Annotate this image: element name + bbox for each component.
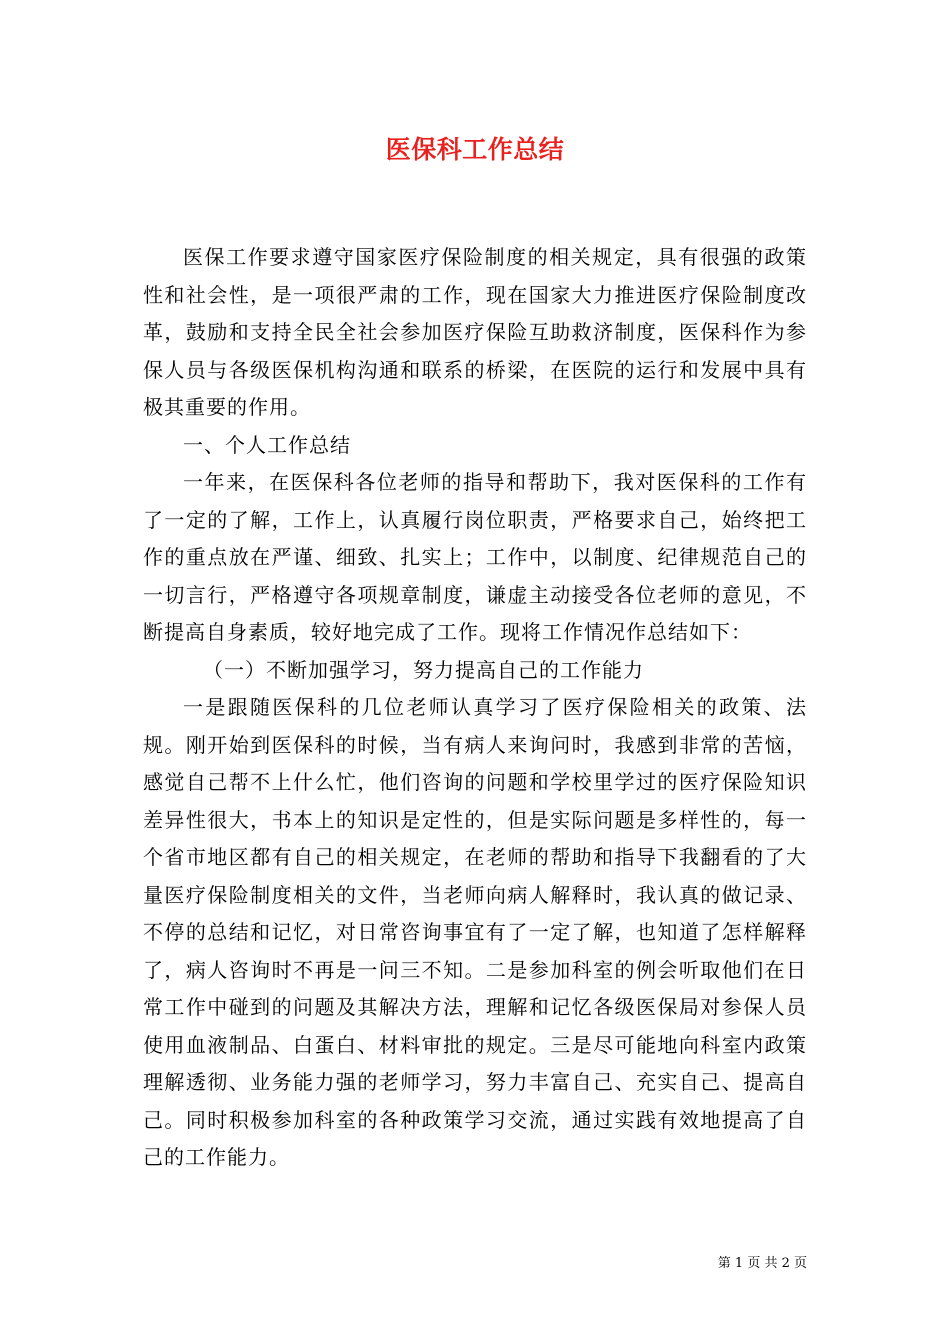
document-title: 医保科工作总结 [385,135,565,164]
subsection-heading-learning: （一）不断加强学习，努力提高自己的工作能力 [203,657,644,682]
intro-paragraph: 医保工作要求遵守国家医疗保险制度的相关规定，具有很强的政策性和社会性，是一项很严肃的工作，现在国家大力推进医疗保险制度改革，鼓励和支持全民全社会参加医疗保险互助救济制度，医保科作为参保人员与各级医保机构沟通和联系的桥梁，在医院的运行和发展中具有极其重要的作用。 [143,245,807,419]
section-heading-personal-summary: 一、个人工作总结 [183,432,351,457]
summary-paragraph: 一年来，在医保科各位老师的指导和帮助下，我对医保科的工作有了一定的了解，工作上，认真履行岗位职责，严格要求自己，始终把工作的重点放在严谨、细致、扎实上；工作中，以制度、纪律规范自己的一切言行，严格遵守各项规章制度，谦虚主动接受各位老师的意见，不断提高自身素质，较好地完成了工作。现将工作情况作总结如下： [143,470,807,644]
learning-paragraph: 一是跟随医保科的几位老师认真学习了医疗保险相关的政策、法规。刚开始到医保科的时候，当有病人来询问时，我感到非常的苦恼，感觉自己帮不上什么忙，他们咨询的问题和学校里学过的医疗保险知识差异性很大，书本上的知识是定性的，但是实际问题是多样性的，每一个省市地区都有自己的相关规定，在老师的帮助和指导下我翻看的了大量医疗保险制度相关的文件，当老师向病人解释时，我认真的做记录、不停的总结和记忆，对日常咨询事宜有了一定了解，也知道了怎样解释了，病人咨询时不再是一问三不知。二是参加科室的例会听取他们在日常工作中碰到的问题及其解决方法，理解和记忆各级医保局对参保人员使用血液制品、白蛋白、材料审批的规定。三是尽可能地向科室内政策理解透彻、业务能力强的老师学习，努力丰富自己、充实自己、提高自己。同时积极参加科室的各种政策学习交流，通过实践有效地提高了自己的工作能力。 [143,695,807,1169]
page-number-footer: 第 1 页 共 2 页 [717,1256,807,1271]
document-body [143,239,807,1177]
